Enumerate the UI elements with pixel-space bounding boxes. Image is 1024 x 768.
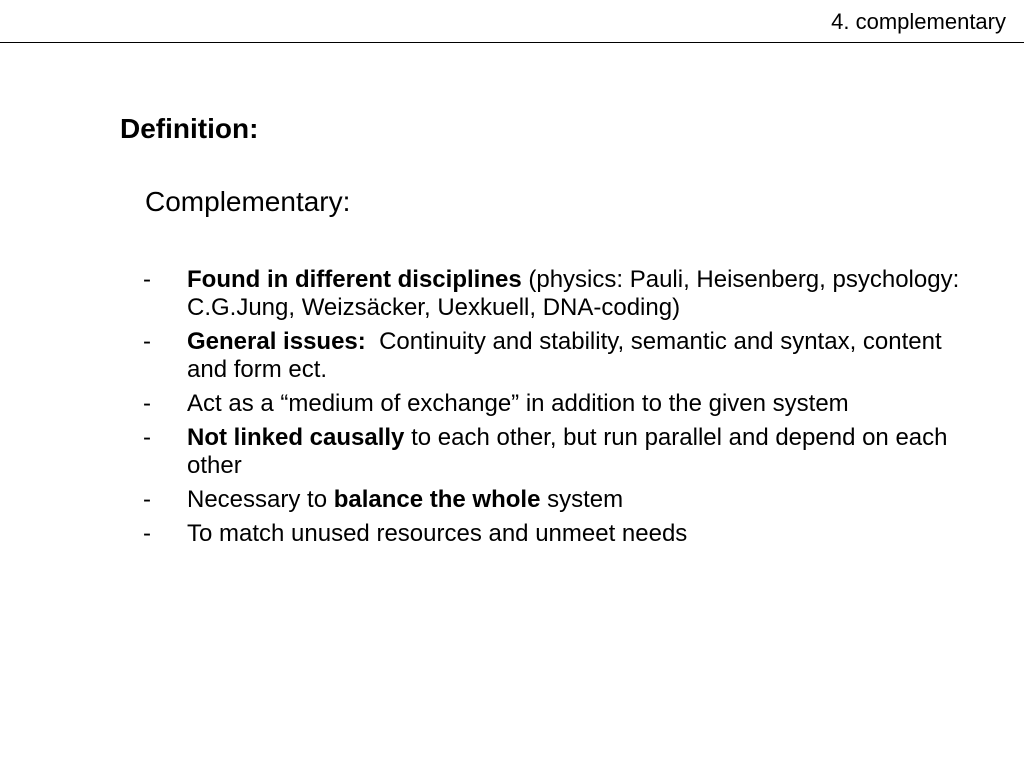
bullet-marker: - bbox=[143, 520, 151, 547]
bullet-list bbox=[143, 266, 963, 554]
bullet-text bbox=[187, 424, 948, 479]
bullet-item-unused-resources bbox=[143, 520, 963, 548]
bullet-bold-text: Not linked causally bbox=[187, 424, 405, 451]
bullet-item-disciplines bbox=[143, 266, 963, 322]
slide-header-title: 4. complementary bbox=[831, 9, 1006, 34]
bullet-marker: - bbox=[143, 486, 151, 513]
bullet-pre-text: Necessary to bbox=[187, 486, 334, 513]
header-divider bbox=[0, 42, 1024, 43]
bullet-marker: - bbox=[143, 266, 151, 293]
bullet-text bbox=[187, 266, 959, 321]
bullet-item-balance-the-whole bbox=[143, 486, 963, 514]
bullet-text bbox=[187, 390, 849, 417]
bullet-item-general-issues bbox=[143, 328, 963, 384]
bullet-bold-text: General issues: bbox=[187, 328, 366, 355]
bullet-item-medium-of-exchange bbox=[143, 390, 963, 418]
bullet-plain-text: To match unused resources and unmeet needs bbox=[187, 520, 688, 547]
bullet-rest-text: Continuity and stability, semantic and syntax, content and form ect. bbox=[187, 328, 949, 383]
bullet-marker: - bbox=[143, 424, 151, 451]
bullet-text bbox=[187, 328, 948, 383]
bullet-text bbox=[187, 486, 623, 513]
bullet-marker: - bbox=[143, 328, 151, 355]
bullet-bold-text: balance the whole bbox=[333, 486, 541, 513]
definition-heading: Definition: bbox=[120, 113, 259, 144]
bullet-marker: - bbox=[143, 390, 151, 417]
bullet-rest-text: to each other, but run parallel and depend on each other bbox=[187, 424, 948, 479]
bullet-rest-text: (physics: Pauli, Heisenberg, psychology: C.G.Jung, Weizsäcker, Uexkuell, DNA-coding) bbox=[187, 266, 960, 321]
bullet-item-not-linked-causally bbox=[143, 424, 963, 480]
bullet-rest-text: system bbox=[540, 486, 624, 513]
bullet-bold-text: Found in different disciplines bbox=[187, 266, 522, 293]
bullet-plain-text: Act as a “medium of exchange” in addition to the given system bbox=[187, 390, 849, 417]
bullet-text bbox=[187, 520, 687, 547]
complementary-subheading: Complementary: bbox=[145, 186, 351, 217]
